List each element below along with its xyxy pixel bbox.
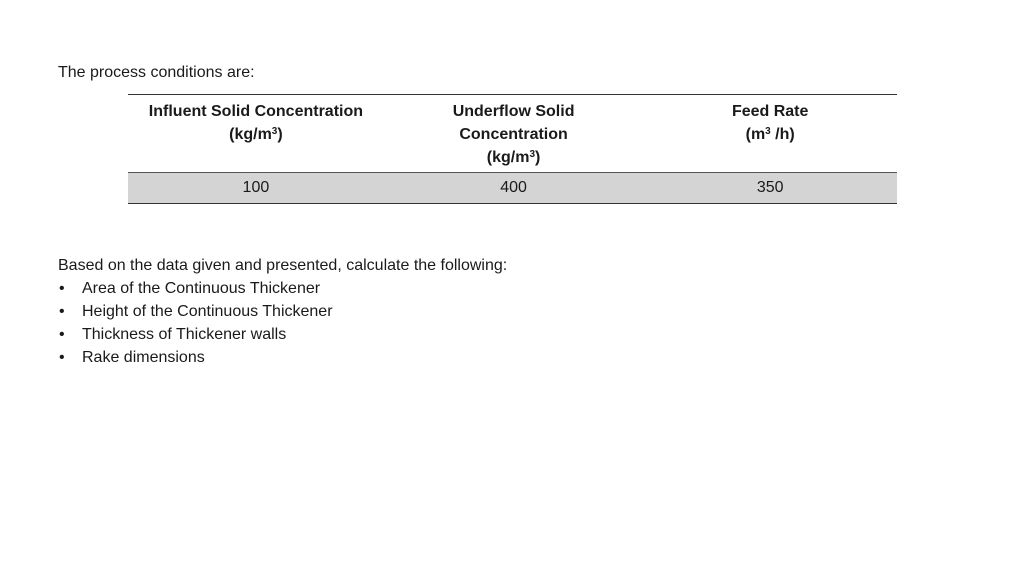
unit-superscript: 3 xyxy=(271,126,278,137)
table-header-row xyxy=(128,95,897,173)
table-row xyxy=(128,173,897,204)
task-section xyxy=(58,254,507,369)
task-list xyxy=(58,277,507,369)
bullet-icon: • xyxy=(59,303,65,320)
header-text: Feed Rate xyxy=(731,103,809,120)
unit-text: (kg/m xyxy=(229,126,272,143)
process-conditions-table-wrapper xyxy=(128,94,897,204)
list-item-text: Thickness of Thickener walls xyxy=(82,326,287,343)
header-text: Concentration xyxy=(459,126,568,143)
list-item-text: Area of the Continuous Thickener xyxy=(82,280,321,297)
unit-text: ) xyxy=(535,149,541,166)
unit-superscript: 3 xyxy=(765,126,771,137)
cell-influent-value: 100 xyxy=(128,173,384,204)
list-item xyxy=(58,346,507,369)
list-item xyxy=(58,277,507,300)
bullet-icon: • xyxy=(59,349,65,366)
unit-superscript: 3 xyxy=(529,149,536,160)
header-unit xyxy=(134,123,378,146)
process-conditions-table xyxy=(128,94,897,204)
header-unit xyxy=(390,146,638,169)
bullet-icon: • xyxy=(59,326,65,343)
header-unit xyxy=(649,123,891,146)
header-text: Influent Solid Concentration xyxy=(148,103,364,120)
header-influent-solid-concentration xyxy=(128,95,384,173)
header-underflow-solid-concentration xyxy=(384,95,644,173)
unit-text: (kg/m xyxy=(486,149,530,166)
header-text: Underflow Solid xyxy=(452,103,575,120)
cell-underflow-value: 400 xyxy=(384,173,644,204)
unit-text: /h) xyxy=(770,126,795,143)
list-item xyxy=(58,323,507,346)
unit-text: (m xyxy=(745,126,766,143)
bullet-icon: • xyxy=(59,280,65,297)
list-item-text: Rake dimensions xyxy=(82,349,205,366)
process-conditions-intro: The process conditions are: xyxy=(58,64,255,81)
list-item xyxy=(58,300,507,323)
list-item-text: Height of the Continuous Thickener xyxy=(82,303,333,320)
unit-text: ) xyxy=(277,126,283,143)
header-feed-rate xyxy=(643,95,897,173)
cell-feed-rate-value: 350 xyxy=(643,173,897,204)
task-intro: Based on the data given and presented, calculate the following: xyxy=(58,257,508,274)
